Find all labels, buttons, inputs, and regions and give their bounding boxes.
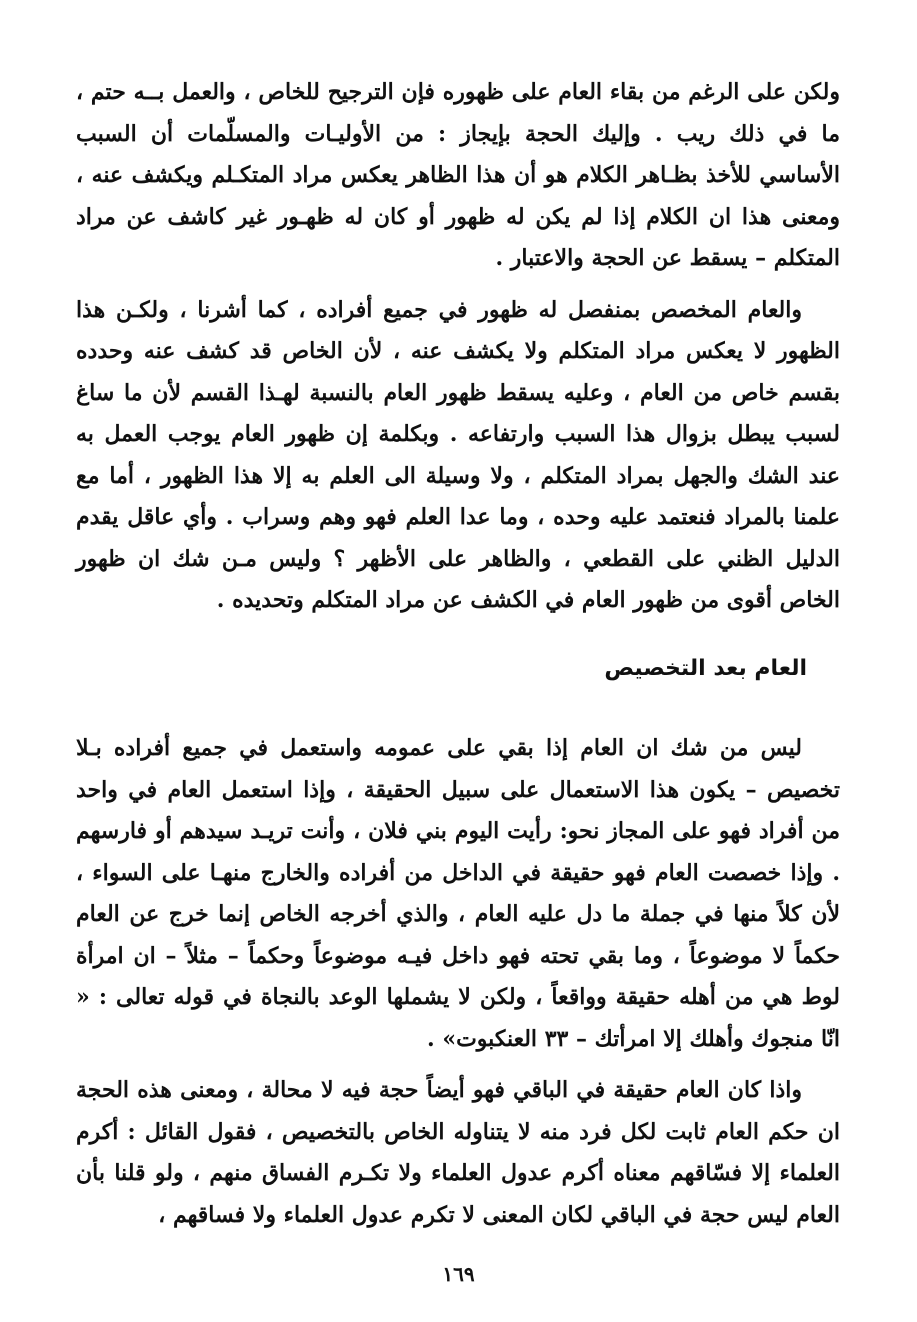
page-number: ١٦٩ <box>442 1262 475 1286</box>
paragraph-separate-specifier: والعام المخصص بمنفصل له ظهور في جميع أفراده ، كما أشرنا ، ولكـن هذا الظهور لا يعكس مراد المتكلم ولا يكشف عنه ، لأن الخاص قد كشف عنه وحدده بقسم خاص من العام ، وعليه يسقط ظهور العام بالنسبة لهـذا القسم لأن ما ساغ لسبب يبطل بزوال هذا السبب وارتفاعه . وبكلمة إن ظهور العام يوجب العمل به عند الشك والجهل بمراد المتكلم ، ولا وسيلة الى العلم به إلا هذا الظهور ، أما مع علمنا بالمراد فنعتمد عليه وحده ، وما عدا العلم فهو وهم وسراب . وأي عاقل يقدم الدليل الظني على القطعي ، والظاهر على الأظهر ؟ وليس مـن شك ان ظهور الخاص أقوى من ظهور العام في الكشف عن مراد المتكلم وتحديده . <box>76 296 840 613</box>
paragraph-argument: ولكن على الرغم من بقاء العام على ظهوره فإن الترجيح للخاص ، والعمل بــه حتم ، ما في ذلك ريب . وإليك الحجة بإيجاز : من الأوليـات والمسلّمات أن السبب الأساسي للأخذ بظـاهر الكلام هو أن هذا الظاهر يعكس مراد المتكـلم ويكشف عنه ، ومعنى هذا ان الكلام إذا لم يكن له ظهور أو كان له ظهـور غير كاشف عن مراد المتكلم – يسقط عن الحجة والاعتبار . <box>76 79 840 271</box>
paragraph-general-after-specification: ليس من شك ان العام إذا بقي على عمومه واستعمل في جميع أفراده بـلا تخصيص – يكون هذا الاستعمال على سبيل الحقيقة ، وإذا استعمل العام في واحد من أفراد فهو على المجاز نحو: رأيت اليوم بني فلان ، وأنت تريـد سيدهم أو فارسهم . وإذا خصصت العام فهو حقيقة في الداخل من أفراده والخارج منهـا على السواء ، لأن كلاً منها في جملة ما دل عليه العام ، والذي أخرجه الخاص إنما خرج عن العام حكماً لا موضوعاً ، وما بقي تحته فهو داخل فيـه موضوعاً وحكماً – مثلاً – ان امرأة لوط هي من أهله حقيقة وواقعاً ، ولكن لا يشملها الوعد بالنجاة في قوله تعالى : « انّا منجوك وأهلك إلا امرأتك – ٣٣ العنكبوت» . <box>76 735 840 1052</box>
paragraph-remaining-proof: واذا كان العام حقيقة في الباقي فهو أيضاً حجة فيه لا محالة ، ومعنى هذه الحجة ان حكم العام ثابت لكل فرد منه لا يتناوله الخاص بالتخصيص ، فقول القائل : أكرم العلماء إلا فسّاقهم معناه أكرم عدول العلماء ولا تكـرم الفساق منهم ، ولو قلنا بأن العام ليس حجة في الباقي لكان المعنى لا تكرم عدول العلماء ولا فساقهم ، <box>76 1077 840 1228</box>
bottom-text-block <box>76 728 840 1236</box>
section-heading: العام بعد التخصيص <box>604 656 807 681</box>
top-text-block <box>76 72 840 622</box>
